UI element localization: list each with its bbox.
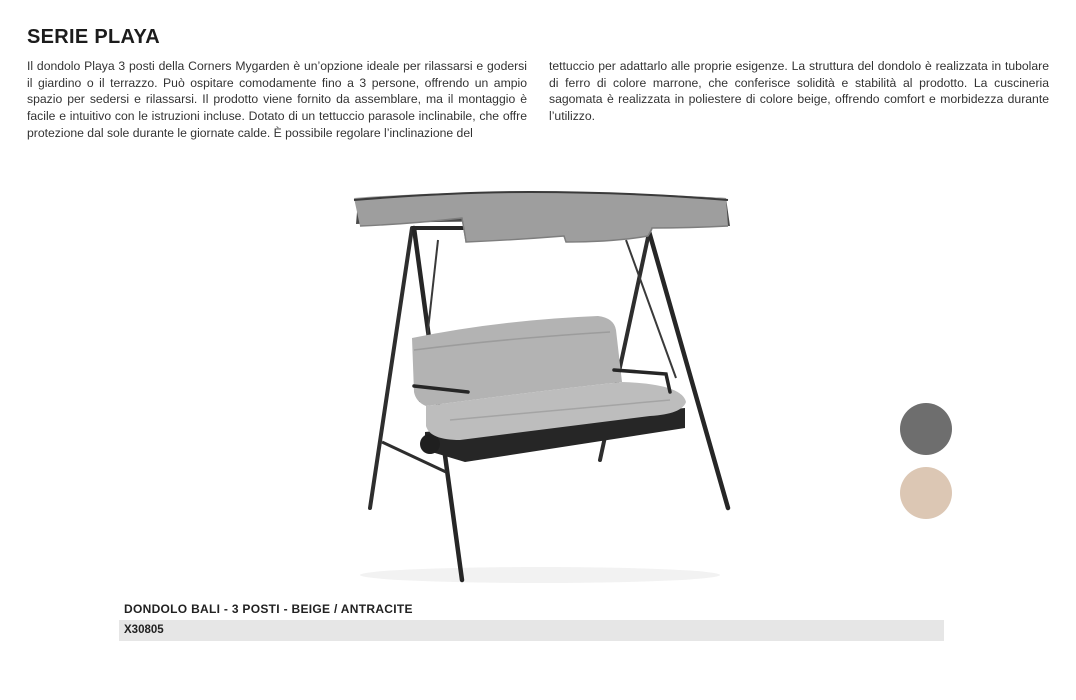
product-code-bar xyxy=(119,620,944,641)
description-right-column: tettuccio per adattarlo alle proprie esigenze. La struttura del dondolo è realizzata in tubolare di ferro di colore marrone, che conferisce solidità e stabilità al prodotto. La cuscineria sagomata è realizzata in poliestere di colore beige, offrendo comfort e morbidezza durante l’utilizzo. xyxy=(549,59,1049,124)
product-name: DONDOLO BALI - 3 POSTI - BEIGE / ANTRACITE xyxy=(124,602,413,616)
product-image-swing xyxy=(330,170,760,590)
description-left-column: Il dondolo Playa 3 posti della Corners Mygarden è un’opzione ideale per rilassarsi e godersi il giardino o il terrazzo. Può ospitare comodamente fino a 3 persone, offrendo un ampio spazio per sedersi e rilassarsi. Il prodotto viene fornito da assemblare, ma il montaggio è facile e intuitivo con le istruzioni incluse. Dotato di un tettuccio parasole inclinabile, che offre protezione dal sole durante le giornate calde. È possibile regolare l’inclinazione del xyxy=(27,59,527,140)
product-code: X30805 xyxy=(124,624,164,636)
page-title: SERIE PLAYA xyxy=(27,26,160,48)
color-swatch-beige[interactable] xyxy=(900,467,952,519)
color-swatch-anthracite[interactable] xyxy=(900,403,952,455)
